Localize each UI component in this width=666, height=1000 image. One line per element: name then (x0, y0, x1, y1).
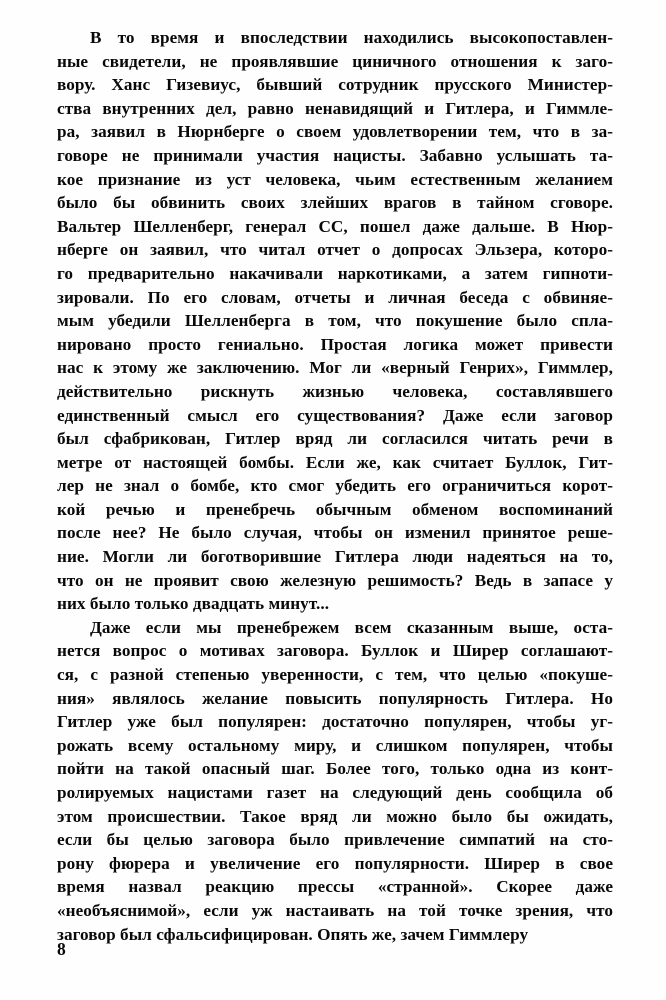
text-line: В то время и впоследствии находились высокопоставлен- (90, 28, 613, 47)
paragraph (57, 26, 613, 616)
text-line: был сфабрикован, Гитлер вряд ли согласился читать речи в (57, 429, 613, 449)
text-line: что он не проявит свою железную решимость? Ведь в запасе у (57, 570, 613, 590)
text-line: ра, заявил в Нюрнберге о своем удовлетворении тем, что в за- (57, 122, 613, 142)
text-line: Вальтер Шелленберг, генерал СС, пошел даже дальше. В Нюр- (57, 216, 613, 236)
text-line: го предварительно накачивали наркотиками, а затем гипноти- (57, 263, 613, 283)
text-line: если бы целью заговора было привлечение симпатий на сто- (57, 830, 613, 850)
text-line: действительно рискнуть жизнью человека, составлявшего (57, 381, 613, 401)
text-line: Гитлер уже был популярен: достаточно популярен, чтобы уг- (57, 712, 613, 732)
text-line: этом происшествии. Такое вряд ли можно было бы ожидать, (57, 806, 613, 826)
text-line: ства внутренних дел, равно ненавидящий и Гитлера, и Гиммле- (57, 98, 613, 118)
text-line: пойти на такой опасный шаг. Более того, только одна из конт- (57, 759, 613, 779)
text-line: кой речью и пренебречь обычным обменом воспоминаний (57, 499, 613, 519)
text-line: время назвал реакцию прессы «странной». Скорее даже (57, 877, 613, 897)
paragraph (57, 616, 613, 946)
text-line: было бы обвинить своих злейших врагов в тайном сговоре. (57, 193, 613, 213)
text-line: ролируемых нацистами газет на следующий день сообщила об (57, 783, 613, 802)
text-line: ния» являлось желание повысить популярность Гитлера. Но (57, 688, 613, 708)
text-line: единственный смысл его существования? Даже если заговор (57, 405, 613, 425)
text-line: ные свидетели, не проявлявшие циничного отношения к заго- (57, 51, 613, 71)
text-line: вору. Ханс Гизевиус, бывший сотрудник прусского Министер- (57, 75, 613, 95)
text-line: кое признание из уст человека, чьим естественным желанием (57, 169, 613, 189)
text-line: заговор был сфальсифицирован. Опять же, зачем Гиммлеру (57, 924, 529, 944)
text-line: ся, с разной степенью уверенности, с тем, что целью «покуше- (57, 665, 613, 685)
text-line: после нее? Не было случая, чтобы он изменил принятое реше- (57, 523, 613, 543)
text-line: рону фюрера и увеличение его популярности. Ширер в свое (57, 853, 613, 873)
page-number: 8 (57, 939, 66, 959)
text-line: нберге он заявил, что читал отчет о допросах Эльзера, которо- (57, 240, 613, 260)
text-line: ние. Могли ли боготворившие Гитлера люди надеяться на то, (57, 547, 613, 567)
text-line: нется вопрос о мотивах заговора. Буллок и Ширер соглашают- (57, 641, 613, 661)
page-text-block (57, 26, 613, 946)
text-line: «необъяснимой», если уж настаивать на той точке зрения, что (57, 900, 613, 920)
text-line: говоре не принимали участия нацисты. Забавно услышать та- (57, 145, 613, 165)
text-line: нас к этому же заключению. Мог ли «верный Генрих», Гиммлер, (57, 358, 613, 378)
text-line: них было только двадцать минут... (57, 594, 330, 614)
text-line: нировано просто гениально. Простая логика может привести (57, 334, 613, 354)
text-line: рожать всему остальному миру, и слишком популярен, чтобы (57, 735, 613, 755)
text-line: метре от настоящей бомбы. Если же, как считает Буллок, Гит- (57, 452, 613, 472)
text-line: зировали. По его словам, отчеты и личная беседа с обвиняе- (57, 287, 613, 307)
text-line: лер не знал о бомбе, кто смог убедить его ограничиться корот- (57, 476, 613, 496)
text-line: мым убедили Шелленберга в том, что покушение было спла- (57, 311, 613, 331)
text-line: Даже если мы пренебрежем всем сказанным выше, оста- (90, 617, 613, 637)
